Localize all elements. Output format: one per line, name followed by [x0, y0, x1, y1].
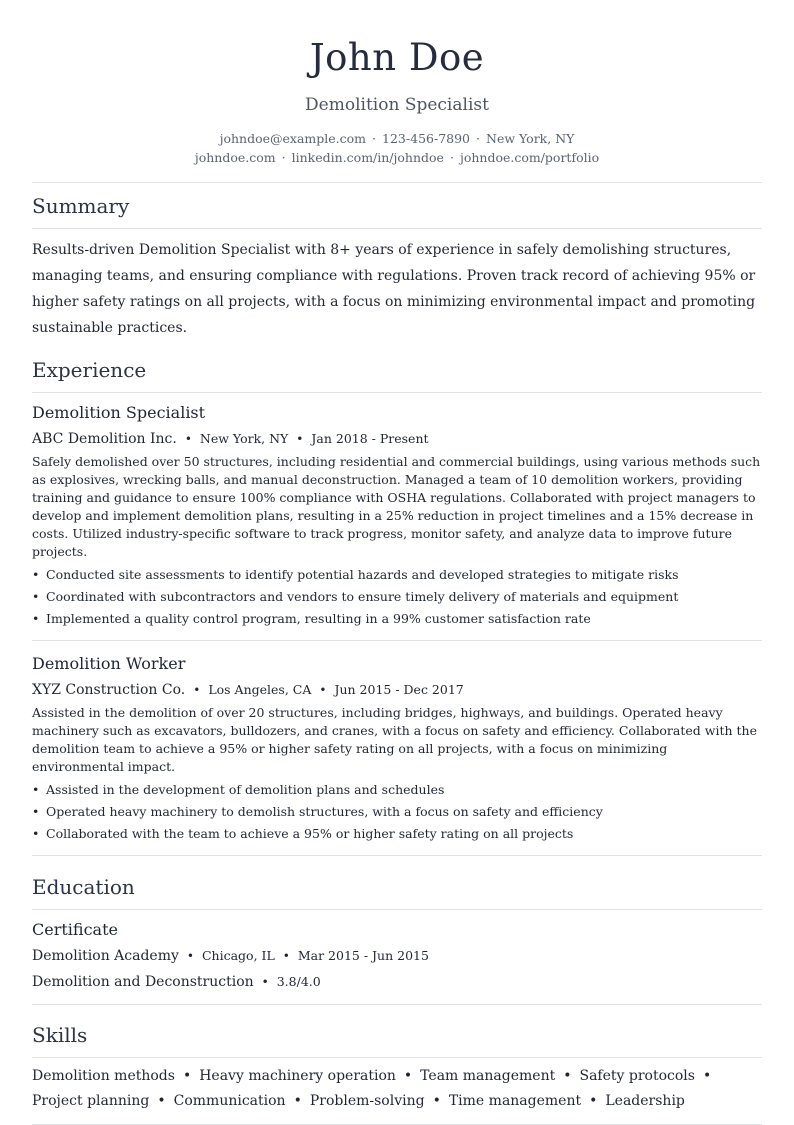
school-location: Chicago, IL — [201, 948, 275, 963]
meta-bullet: • — [193, 683, 201, 697]
skill-bullet: • — [589, 1093, 598, 1109]
job-dates: Jun 2015 - Dec 2017 — [334, 682, 464, 697]
school: Demolition Academy — [32, 948, 179, 964]
divider — [32, 909, 762, 910]
contact-separator: · — [281, 150, 286, 165]
skill-item: Team management — [420, 1068, 556, 1084]
job-company: XYZ Construction Co. — [32, 682, 186, 698]
meta-bullet: • — [261, 975, 269, 989]
job-meta — [32, 680, 762, 699]
divider — [32, 855, 762, 856]
experience-heading: Experience — [32, 358, 147, 382]
experience-section — [32, 358, 762, 856]
meta-bullet: • — [282, 949, 290, 963]
contact-email[interactable]: johndoe@example.com — [219, 131, 367, 146]
summary-heading: Summary — [32, 194, 130, 218]
job-meta — [32, 429, 762, 448]
skill-item: Safety protocols — [579, 1068, 695, 1084]
meta-bullet: • — [186, 949, 194, 963]
contact-linkedin[interactable]: linkedin.com/in/johndoe — [291, 150, 444, 165]
job-description: Safely demolished over 50 structures, including residential and commercial buildings, using various methods such as explosives, wrecking balls, and manual deconstruction. Managed a team of 10 demolition workers, providing training and guidance to ensure 100% compliance with OSHA regulations. Collaborated with project managers to develop and implement demolition plans, resulting in a 25% reduction in project timelines and a 15% decrease in costs. Utilized industry-specific software to track progress, monitor safety, and analyze data to improve future projects. — [32, 454, 761, 559]
education-heading: Education — [32, 875, 135, 899]
job-bullet: • Assisted in the development of demolition plans and schedules — [32, 779, 762, 801]
job-location: Los Angeles, CA — [208, 682, 312, 697]
job-bullet: • Implemented a quality control program, resulting in a 99% customer satisfaction rate — [32, 608, 762, 630]
skill-bullet: • — [563, 1068, 572, 1084]
summary-section — [32, 194, 762, 341]
education-section — [32, 875, 762, 1005]
job-bullets — [32, 564, 762, 630]
resume-header — [32, 0, 762, 167]
job-location: New York, NY — [199, 431, 289, 446]
skill-item: Heavy machinery operation — [199, 1068, 396, 1084]
divider — [32, 640, 762, 641]
contact-separator: · — [449, 150, 454, 165]
skill-item: Leadership — [605, 1093, 685, 1109]
contact-info — [32, 129, 762, 167]
job-description: Assisted in the demolition of over 20 structures, including bridges, highways, and buildings. Operated heavy machinery such as excavators, bulldozers, and cranes, with a focus on safety and efficiency. Collaborated with the demolition team to achieve a 95% or higher safety rating on all projects, with a focus on minimizing environmental impact. — [32, 705, 757, 774]
contact-separator: · — [372, 131, 377, 146]
contact-separator: · — [476, 131, 480, 146]
skill-item: Project planning — [32, 1093, 150, 1109]
field-of-study: Demolition and Deconstruction — [32, 974, 254, 990]
skill-item: Demolition methods — [32, 1068, 175, 1084]
divider — [32, 182, 762, 183]
job-company: ABC Demolition Inc. — [32, 431, 177, 447]
job-entry — [32, 654, 762, 845]
skills-heading: Skills — [32, 1023, 88, 1047]
meta-bullet: • — [184, 432, 192, 446]
meta-bullet: • — [319, 683, 327, 697]
education-dates: Mar 2015 - Jun 2015 — [297, 948, 429, 963]
degree: Certificate — [32, 920, 118, 939]
skill-item: Time management — [448, 1093, 582, 1109]
contact-line-2 — [32, 148, 762, 167]
contact-location: New York, NY — [486, 131, 575, 146]
skills-section — [32, 1023, 762, 1125]
candidate-title: Demolition Specialist — [305, 95, 489, 115]
skill-bullet: • — [702, 1068, 712, 1084]
contact-phone: 123-456-7890 — [382, 131, 471, 146]
gpa: 3.8/4.0 — [276, 974, 321, 989]
skill-bullet: • — [182, 1068, 192, 1084]
job-bullets — [32, 779, 762, 845]
skill-bullet: • — [293, 1093, 302, 1109]
job-bullet: • Collaborated with the team to achieve a 95% or higher safety rating on all projects — [32, 823, 762, 845]
summary-text: Results-driven Demolition Specialist with 8+ years of experience in safely demolishing structures, managing teams, and ensuring compliance with regulations. Proven track record of achieving 95% or higher safety ratings on all projects, with a focus on minimizing environmental impact and promoting sustainable practices. — [32, 242, 756, 336]
education-meta — [32, 946, 762, 965]
skills-row — [32, 1064, 762, 1089]
education-entry — [32, 920, 762, 991]
divider — [32, 1057, 762, 1058]
skill-bullet: • — [432, 1093, 441, 1109]
job-entry — [32, 403, 762, 630]
skill-item: Problem-solving — [309, 1093, 425, 1109]
contact-portfolio[interactable]: johndoe.com/portfolio — [459, 150, 600, 165]
contact-line-1 — [32, 129, 762, 148]
contact-website[interactable]: johndoe.com — [194, 150, 276, 165]
divider — [32, 228, 762, 229]
skills-list — [32, 1064, 762, 1114]
job-bullet: • Operated heavy machinery to demolish structures, with a focus on safety and efficiency — [32, 801, 762, 823]
job-title: Demolition Worker — [32, 654, 186, 673]
meta-bullet: • — [296, 432, 304, 446]
skill-item: Communication — [173, 1093, 286, 1109]
job-title: Demolition Specialist — [32, 403, 206, 422]
skills-row — [32, 1089, 762, 1114]
divider — [32, 392, 762, 393]
job-bullet: • Coordinated with subcontractors and vendors to ensure timely delivery of materials and equipment — [32, 586, 762, 608]
skill-bullet: • — [157, 1093, 166, 1109]
education-field-row — [32, 972, 762, 991]
skill-bullet: • — [403, 1068, 413, 1084]
job-dates: Jan 2018 - Present — [311, 431, 429, 446]
divider — [32, 1004, 762, 1005]
candidate-name: John Doe — [309, 36, 485, 79]
job-bullet: • Conducted site assessments to identify potential hazards and developed strategies to mitigate risks — [32, 564, 762, 586]
